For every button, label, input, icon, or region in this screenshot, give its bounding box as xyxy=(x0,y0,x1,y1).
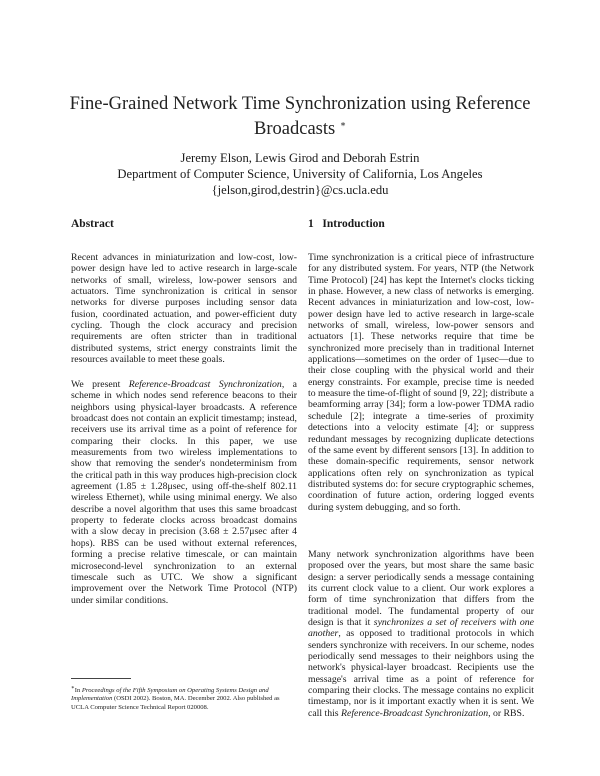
footnote-mark: ∗ xyxy=(71,685,75,691)
footnote-venue: Proceedings of the Fifth Symposium on Operating Systems Design and Implementation xyxy=(71,687,269,703)
abstract-heading: Abstract xyxy=(71,218,114,230)
introduction-heading xyxy=(308,218,385,230)
author-emails: {jelson,girod,destrin}@cs.ucla.edu xyxy=(211,183,389,197)
intro-p2-emphasis-2: Reference-Broadcast Synchronization xyxy=(341,707,489,719)
intro-p2-text-a: Many network synchronization algorithms have been proposed over the years, but most share the same basic design: a server periodically sends a message containing its current clock value to a client. Our work explores a form of time synchronization that differs from the traditional model. The fundamental property of our design is that it xyxy=(308,549,534,629)
abstract-paragraph-1: Recent advances in miniaturization and low-cost, low-power design have led to active research in large-scale networks of small, wireless, low-power sensors and actuators. Time synchronization is critical in sensor networks for diverse purposes including sensor data fusion, coordinated actuation, and power-efficient duty cycling. Though the clock accuracy and precision requirements are often stricter than in traditional distributed systems, strict energy constraints limit the resources available to meet these goals. xyxy=(71,252,297,366)
abstract-p2-text-a: We present xyxy=(71,379,129,390)
footnote-pre: In xyxy=(74,687,82,695)
author-block xyxy=(60,150,540,198)
footnote xyxy=(71,684,297,712)
intro-p2-emphasis-1: synchronizes a set of receivers with one another xyxy=(308,617,534,640)
affiliation: Department of Computer Science, University of California, Los Angeles xyxy=(117,167,483,181)
author-names: Jeremy Elson, Lewis Girod and Deborah Estrin xyxy=(180,151,420,165)
footnote-rule xyxy=(71,678,131,679)
intro-p2-text-b: , as opposed to traditional protocols in which senders synchronize with receivers. In our scheme, nodes periodically send messages to their neighbors using the network's physical-layer broadcast. Recipients use the message's arrival time as a point of reference for comparing their clocks. The message contains no explicit timestamp, nor is it important exactly when it is sent. We call this xyxy=(308,628,534,719)
abstract-p2-emphasis: Reference-Broadcast Synchronization xyxy=(128,379,282,390)
intro-p2-text-c: , or RBS. xyxy=(488,707,525,719)
abstract-paragraph-2 xyxy=(71,379,297,606)
title-footnote-mark: ∗ xyxy=(339,118,346,129)
abstract-p2-text-b: , a scheme in which nodes send reference beacons to their neighbors using physical-layer broadcasts. A reference broadcast does not contain an explicit timestamp; instead, receivers use its arrival time as a point of reference for comparing their clocks. In this paper, we use measurements from two wireless implementations to show that removing the sender's nondeterminism from the critical path in this way produces high-precision clock agreement (1.85 ± 1.28μsec, using off-the-shelf 802.11 wireless Ethernet), while using minimal energy. We also describe a novel algorithm that uses this same broadcast property to federate clocks across broadcast domains with a slow decay in precision (3.68 ± 2.57μsec after 4 hops). RBS can be used without external references, forming a precise relative timescale, or can maintain microsecond-level synchronization to an external timescale such as UTC. We show a significant improvement over the Network Time Protocol (NTP) under similar conditions. xyxy=(71,379,298,606)
paper-title xyxy=(60,92,540,142)
footnote-post: (OSDI 2002). Boston, MA. December 2002. Also published as UCLA Computer Science Technical Report 020008. xyxy=(71,695,280,711)
section-number: 1 xyxy=(308,218,314,230)
intro-paragraph-1: Time synchronization is a critical piece of infrastructure for any distributed system. For years, NTP (the Network Time Protocol) [24] has kept the Internet's clocks ticking in phase. However, a new class of networks is emerging. Recent advances in miniaturization and low-cost, low-power design have led to active research in large-scale networks of small, wireless, low-power sensors and actuators [1]. These networks require that time be synchronized more precisely than in traditional Internet applications—sometimes on the order of 1μsec—due to their close coupling with the physical world and their energy constraints. For example, precise time is needed to measure the time-of-flight of sound [9, 22]; distribute a beamforming array [34]; form a low-power TDMA radio schedule [2]; integrate a time-series of proximity detections into a velocity estimate [4]; or suppress redundant messages by recognizing duplicate detections of the same event by different sensors [13]. In addition to these domain-specific requirements, sensor network applications often rely on synchronization as typical distributed systems do: for secure cryptographic schemes, coordination of future action, ordering logged events during system debugging, and so forth. xyxy=(308,252,534,513)
title-line-1: Fine-Grained Network Time Synchronization using Reference xyxy=(69,94,531,114)
intro-paragraph-2 xyxy=(308,549,534,719)
section-title: Introduction xyxy=(322,218,385,230)
title-line-2: Broadcasts xyxy=(254,119,336,139)
